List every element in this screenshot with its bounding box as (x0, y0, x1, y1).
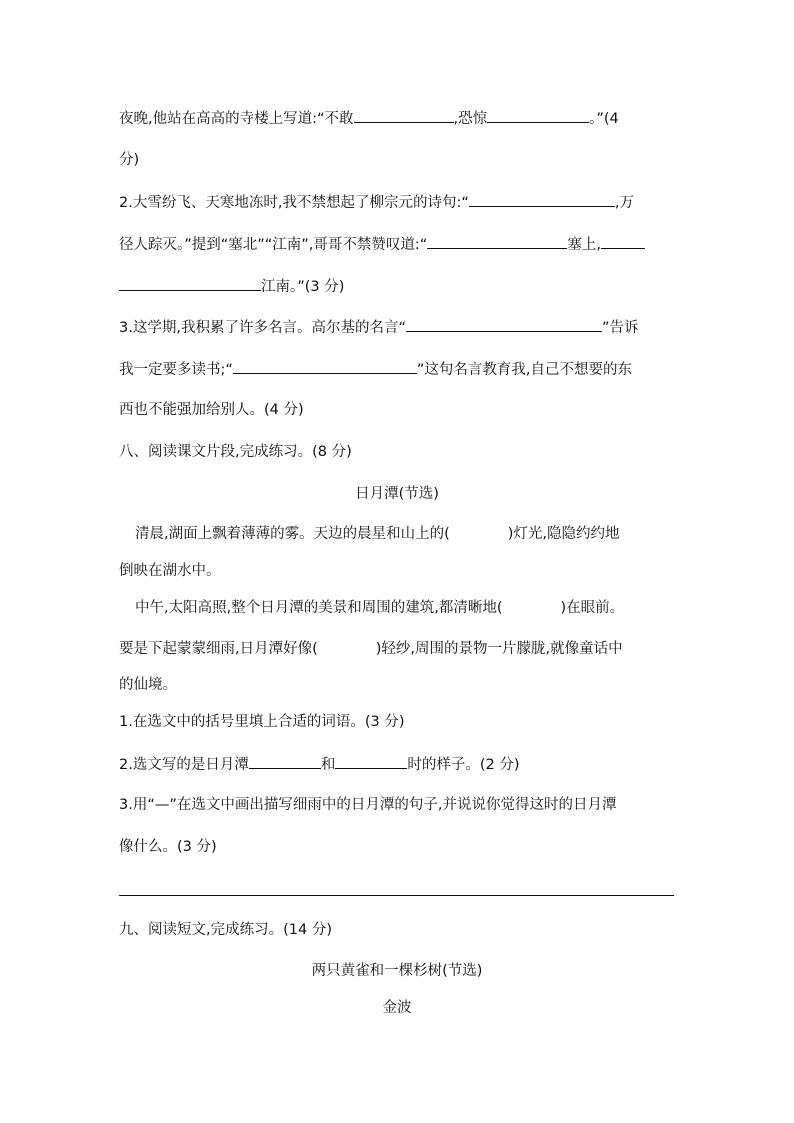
q8-paragraph3-line2: 的仙境。 (119, 677, 177, 693)
fill-blank[interactable] (469, 192, 615, 207)
text: ,万 (614, 195, 634, 211)
q8-paragraph3-line1 (119, 639, 623, 659)
text: )轻纱,周围的景物一片朦胧,就像童话中 (375, 641, 623, 657)
text: 夜晚,他站在高高的寺楼上写道:“不敢 (119, 111, 354, 127)
q8-exercise3-line1: 3.用“—”在选文中画出描写细雨中的日月潭的句子,并说说你觉得这时的日月潭 (119, 797, 617, 813)
q7-item2-line3 (119, 276, 344, 297)
text: 塞上, (567, 237, 601, 253)
q8-exercise3-line2: 像什么。(3 分) (119, 839, 217, 855)
q9-passage-title: 两只黄雀和一棵杉树(节选) (311, 963, 483, 979)
fill-blank[interactable] (601, 234, 645, 249)
q8-passage-title: 日月潭(节选) (355, 486, 439, 502)
text: )灯光,隐隐约约地 (507, 526, 620, 542)
q7-item3-line2 (119, 359, 632, 380)
q7-item1-line1 (119, 108, 619, 129)
q8-paragraph2-line1 (135, 598, 624, 618)
text: 径人踪灭。”提到“塞北”“江南”,哥哥不禁赞叹道:“ (119, 237, 428, 253)
text: ,恐惊 (453, 111, 488, 127)
text: 我一定要多读书;“ (119, 362, 233, 378)
fill-blank[interactable] (406, 317, 602, 332)
text: 。”(4 (589, 111, 619, 127)
fill-blank[interactable] (335, 754, 407, 769)
fill-blank[interactable] (487, 108, 589, 123)
text: 时的样子。(2 分) (407, 757, 520, 773)
q8-exercise2 (119, 754, 520, 775)
q7-item2-line1 (119, 192, 634, 213)
fill-blank[interactable] (233, 359, 417, 374)
text: 2.大雪纷飞、天寒地冻时,我不禁想起了柳宗元的诗句:“ (119, 195, 469, 211)
text: )在眼前。 (560, 600, 625, 616)
q8-paragraph1-line1 (135, 524, 620, 544)
fill-blank[interactable] (427, 234, 567, 249)
fill-blank[interactable] (354, 108, 454, 123)
q7-item3-line1 (119, 317, 638, 338)
text: 中午,太阳高照,整个日月潭的美景和周围的建筑,都清晰地( (135, 600, 503, 616)
text: 清晨,湖面上飘着薄薄的雾。天边的晨星和山上的( (135, 526, 450, 542)
text: 江南。”(3 分) (261, 279, 345, 295)
q8-paragraph1-line2: 倒映在湖水中。 (119, 563, 221, 579)
q8-exercise1: 1.在选文中的括号里填上合适的词语。(3 分) (119, 714, 405, 730)
fill-blank[interactable] (249, 754, 321, 769)
fill-blank[interactable] (119, 276, 261, 291)
text: 和 (320, 757, 336, 773)
q7-item1-line2: 分) (119, 152, 140, 168)
text: 3.这学期,我积累了许多名言。高尔基的名言“ (119, 320, 406, 336)
text: 2.选文写的是日月潭 (119, 757, 249, 773)
q7-item3-line3: 西也不能强加给别人。(4 分) (119, 402, 304, 418)
text: ”告诉 (601, 320, 639, 336)
q9-heading: 九、阅读短文,完成练习。(14 分) (119, 922, 332, 938)
text: 要是下起蒙蒙细雨,日月潭好像( (119, 641, 318, 657)
q9-author: 金波 (382, 1000, 412, 1016)
q8-heading: 八、阅读课文片段,完成练习。(8 分) (119, 444, 352, 460)
q7-item2-line2 (119, 234, 645, 255)
text: ”这句名言教育我,自己不想要的东 (416, 362, 633, 378)
answer-line[interactable] (119, 895, 674, 896)
